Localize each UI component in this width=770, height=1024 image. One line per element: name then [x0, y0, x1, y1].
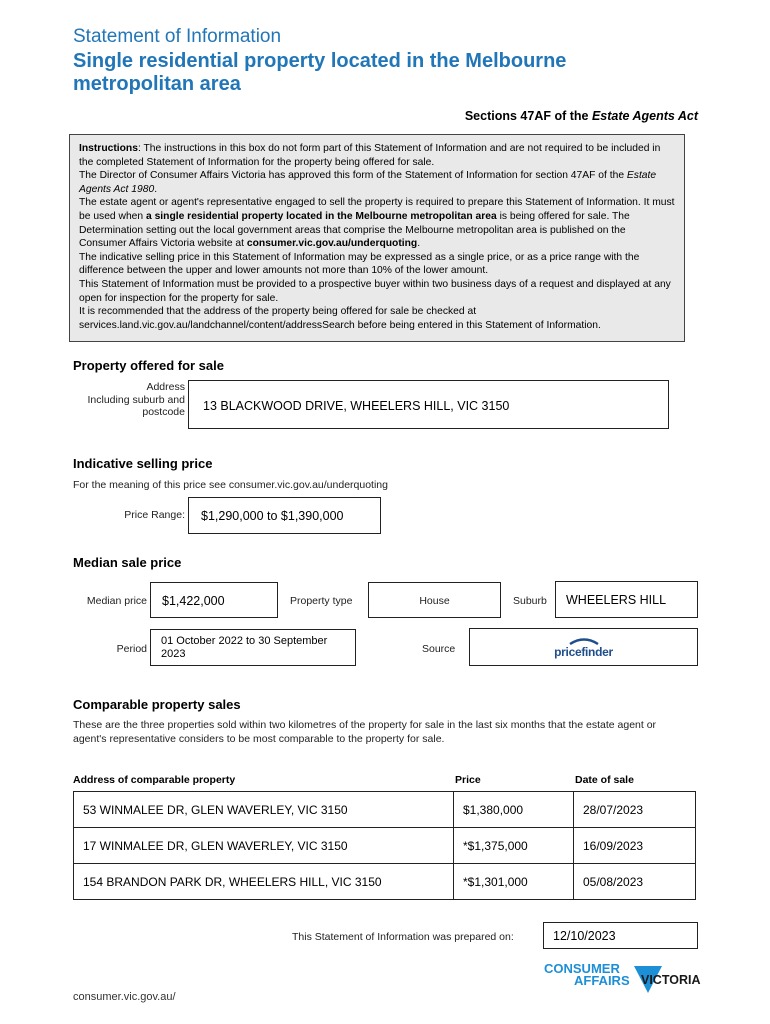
sections-prefix: Sections 47AF of the [464, 109, 592, 123]
instructions-box [69, 134, 685, 342]
comparable-header-price: Price [455, 774, 481, 786]
comparable-date-cell: 05/08/2023 [574, 864, 696, 900]
document-type-heading: Statement of Information [73, 26, 282, 47]
address-label-line1: Address [146, 381, 185, 393]
pricefinder-logo [470, 637, 697, 659]
sections-reference [465, 109, 698, 123]
comparable-date-cell: 28/07/2023 [574, 792, 696, 828]
comparable-price-cell: *$1,375,000 [454, 828, 574, 864]
address-value: 13 BLACKWOOD DRIVE, WHEELERS HILL, VIC 3150 [203, 399, 510, 413]
sections-act: Estate Agents Act [591, 109, 698, 123]
table-row [74, 828, 696, 864]
comparable-address-cell: 17 WINMALEE DR, GLEN WAVERLEY, VIC 3150 [74, 828, 454, 864]
source-field [469, 628, 698, 666]
indicative-note: For the meaning of this price see consumer.vic.gov.au/underquoting [73, 479, 388, 491]
comparable-note: These are the three properties sold within two kilometres of the property for sale in the last six months that the estate agent or agent's representative considers to be most comparable to the property for sale. [73, 719, 657, 745]
comparable-address-cell: 53 WINMALEE DR, GLEN WAVERLEY, VIC 3150 [74, 792, 454, 828]
comparable-price-cell: $1,380,000 [454, 792, 574, 828]
logo-line-consumer: CONSUMER [544, 961, 620, 976]
prepared-on-label: This Statement of Information was prepared on: [292, 931, 514, 943]
address-label-line2: Including suburb and [87, 393, 185, 406]
instructions-p2 [79, 169, 675, 196]
property-section-title: Property offered for sale [73, 358, 224, 373]
comparable-header-address: Address of comparable property [73, 774, 236, 786]
price-range-field [188, 497, 381, 534]
instructions-p3-text: The estate agent or agent's representative engaged to sell the property is required to prepare this Statement of Information. It must be used when [79, 197, 675, 222]
median-section-title: Median sale price [73, 555, 182, 570]
table-row [74, 792, 696, 828]
suburb-label: Suburb [513, 595, 547, 607]
instructions-p3-bold: a single residential property located in the Melbourne metropolitan area [145, 210, 497, 222]
period-label: Period [116, 643, 147, 655]
instructions-p2-end: . [154, 183, 158, 195]
instructions-p3 [79, 196, 675, 250]
median-price-field [150, 582, 278, 618]
comparable-section-title: Comparable property sales [73, 697, 241, 712]
comparable-sales-table [73, 791, 696, 900]
instructions-p5: This Statement of Information must be provided to a prospective buyer within two business days of a request and displayed at any open for inspection for the property for sale. [79, 278, 671, 304]
period-field [150, 629, 356, 666]
suburb-field [555, 581, 698, 618]
prepared-date-value: 12/10/2023 [553, 929, 616, 943]
property-type-value: House [419, 595, 450, 607]
instructions-p4: The indicative selling price in this Statement of Information may be expressed as a single price, or as a price range with the difference between the upper and lower amounts not more than 10% of the lower amount. [79, 251, 640, 277]
instructions-p1-text: : The instructions in this box do not form part of this Statement of Information and are not required to be included in the completed Statement of Information for the property being offered for sale. [79, 143, 661, 168]
period-value: 01 October 2022 to 30 September 2023 [161, 635, 328, 660]
property-type-field [368, 582, 501, 618]
median-price-value: $1,422,000 [162, 594, 225, 608]
suburb-value: WHEELERS HILL [566, 593, 667, 607]
address-field [188, 380, 669, 429]
instructions-p6: It is recommended that the address of the property being offered for sale be checked at services.land.vic.gov.au/landchannel/content/addressSearch before being entered in this Statement of Information. [79, 306, 601, 331]
consumer-affairs-victoria-logo [544, 962, 704, 1004]
source-label: Source [422, 643, 456, 655]
logo-line-victoria: VICTORIA [641, 973, 701, 987]
address-label [60, 381, 185, 419]
comparable-address-cell: 154 BRANDON PARK DR, WHEELERS HILL, VIC 3150 [74, 864, 454, 900]
footer-url[interactable]: consumer.vic.gov.au/ [73, 991, 176, 1003]
property-type-label: Property type [290, 595, 353, 607]
document-title: Single residential property located in the Melbourne metropolitan area [73, 50, 567, 95]
instructions-label: Instructions [79, 143, 138, 154]
logo-line-affairs: AFFAIRS [574, 973, 630, 988]
instructions-p1 [79, 142, 675, 169]
instructions-p3-text-2: is being offered for sale. The Determination setting out the local government areas that comprise the Melbourne metropolitan area is published on the Consumer Affairs Victoria website at [79, 210, 630, 250]
price-range-value: $1,290,000 to $1,390,000 [201, 509, 344, 523]
pricefinder-swoosh-icon [564, 637, 604, 645]
comparable-date-cell: 16/09/2023 [574, 828, 696, 864]
indicative-section-title: Indicative selling price [73, 456, 213, 471]
address-label-line3: postcode [142, 406, 185, 418]
comparable-price-cell: *$1,301,000 [454, 864, 574, 900]
prepared-date-field [543, 922, 698, 949]
comparable-header-date: Date of sale [575, 774, 634, 786]
pricefinder-logo-text: pricefinder [554, 645, 613, 659]
table-row [74, 864, 696, 900]
instructions-p3-end: . [417, 238, 421, 250]
instructions-p2-text: The Director of Consumer Affairs Victoria has approved this form of the Statement of Information for section 47AF of the [79, 170, 627, 182]
price-range-label: Price Range: [124, 509, 185, 521]
median-price-label: Median price [86, 595, 147, 607]
instructions-act-name: Estate Agents Act 1980 [79, 170, 657, 195]
underquoting-link[interactable]: consumer.vic.gov.au/underquoting [246, 238, 418, 250]
